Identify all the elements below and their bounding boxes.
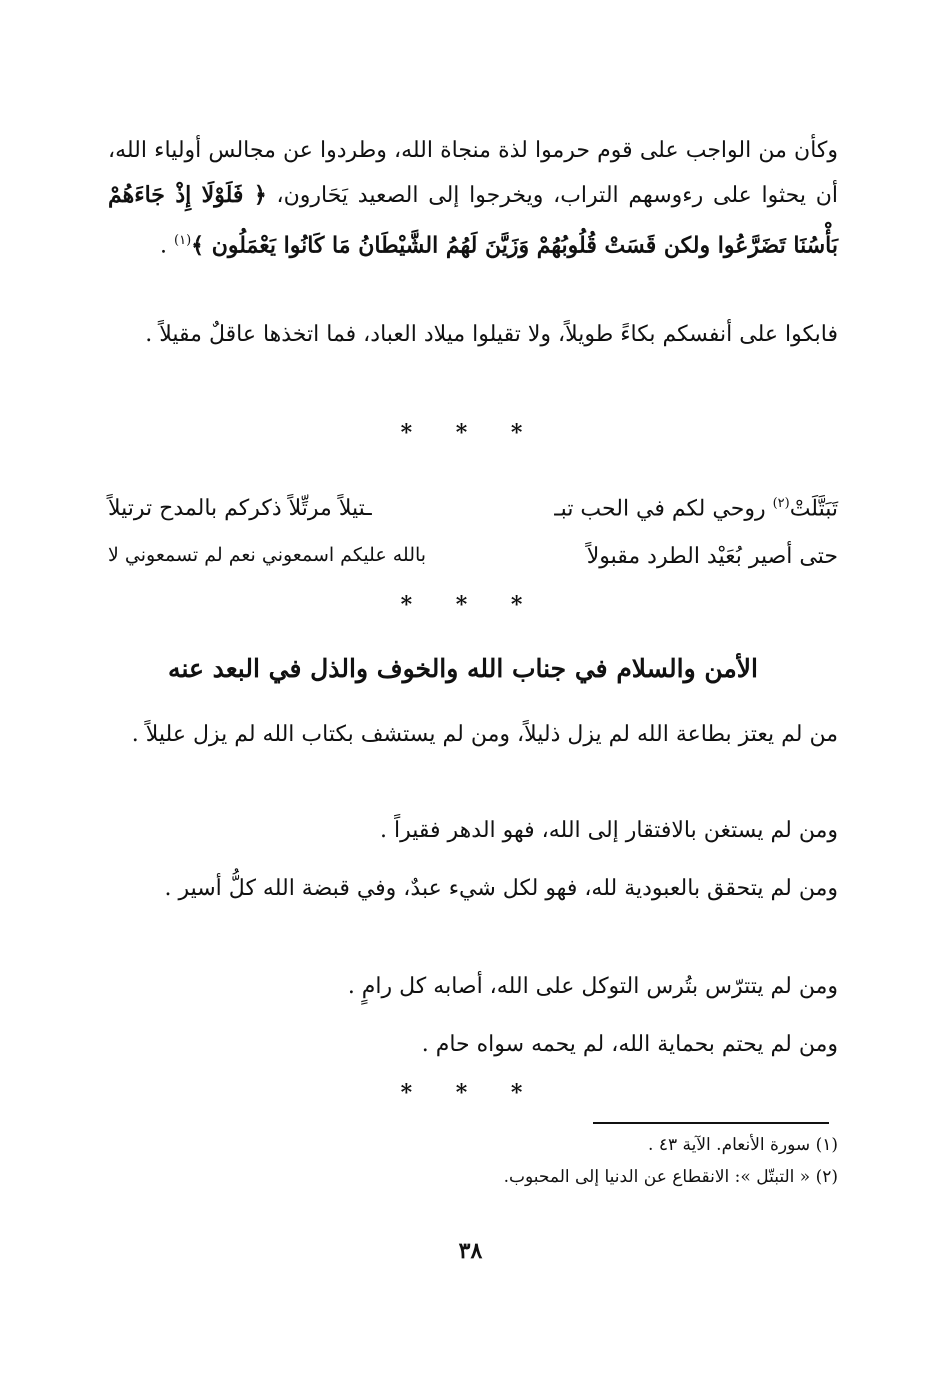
paragraph-6: ومن لم يتترّس بتُرس التوكل على الله، أصابه كل رامٍ . <box>347 974 838 999</box>
poem-word: تَبَتَّلَتْ <box>789 496 838 522</box>
footnote-1: (١) سورة الأنعام. الآية ٤٣ . <box>648 1135 838 1155</box>
paragraph-1-text: وكأن من الواجب على قوم حرموا لذة منجاة الله، وطردوا عن مجالس أولياء الله، أن يحثوا على رءوسهم التراب، ويخرجوا إلى الصعيد يَحَارون، <box>108 138 838 208</box>
paragraph-4: ومن لم يستغن بالافتقار إلى الله، فهو الدهر فقيراً . <box>380 818 838 843</box>
section-heading: الأمن والسلام في جناب الله والخوف والذل في البعد عنه <box>168 654 758 683</box>
poem-line-1-right-rest: روحي لكم في الحب تبـ <box>554 496 773 522</box>
paragraph-1-end: . <box>160 233 175 259</box>
poem-line-2 <box>108 544 838 588</box>
quran-verse: ﴿ فَلَوْلَا إِذْ جَاءَهُمْ بَأْسُنَا تَضَرَّعُوا ولكن قَسَتْ قُلُوبُهُمْ وَزَيَّنَ لَهُمُ الشَّيْطَانُ مَا كَانُوا يَعْمَلُون ﴾ <box>108 182 838 259</box>
poem-line-1 <box>108 496 838 540</box>
poem-line-1-right-hemistich <box>554 496 838 521</box>
paragraph-1 <box>108 128 838 268</box>
paragraph-7: ومن لم يحتم بحماية الله، لم يحمه سواه حام . <box>421 1032 838 1057</box>
footnote-ref-2: (٢) <box>772 496 790 511</box>
footnote-2: (٢) « التبتّل »: الانقطاع عن الدنيا إلى المحبوب. <box>503 1167 838 1187</box>
paragraph-3: من لم يعتز بطاعة الله لم يزل ذليلاً، ومن لم يستشف بكتاب الله لم يزل عليلاً . <box>131 722 838 747</box>
poem-line-2-right-hemistich: حتى أصير بُعَيْد الطرد مقبولاً <box>586 544 838 569</box>
section-separator-2: * * * <box>400 592 541 618</box>
poem-line-2-left-hemistich: بالله عليكم اسمعوني نعم لم تسمعوني لا <box>108 544 427 566</box>
paragraph-2: فابكوا على أنفسكم بكاءً طويلاً، ولا تقيلوا ميلاد العباد، فما اتخذها عاقلٌ مقيلاً . <box>145 322 838 347</box>
section-separator: * * * <box>400 420 541 446</box>
poem-line-1-left-hemistich: ـتيلاً مرتِّلاً ذكركم بالمدح ترتيلاً <box>108 496 372 521</box>
paragraph-5: ومن لم يتحقق بالعبودية لله، فهو لكل شيء عبدٌ، وفي قبضة الله كلُّ أسير . <box>164 876 838 901</box>
footnote-ref-1: (١) <box>174 233 192 248</box>
footnote-divider <box>593 1122 829 1124</box>
page-number: ٣٨ <box>458 1238 483 1264</box>
section-separator-3: * * * <box>400 1080 541 1106</box>
